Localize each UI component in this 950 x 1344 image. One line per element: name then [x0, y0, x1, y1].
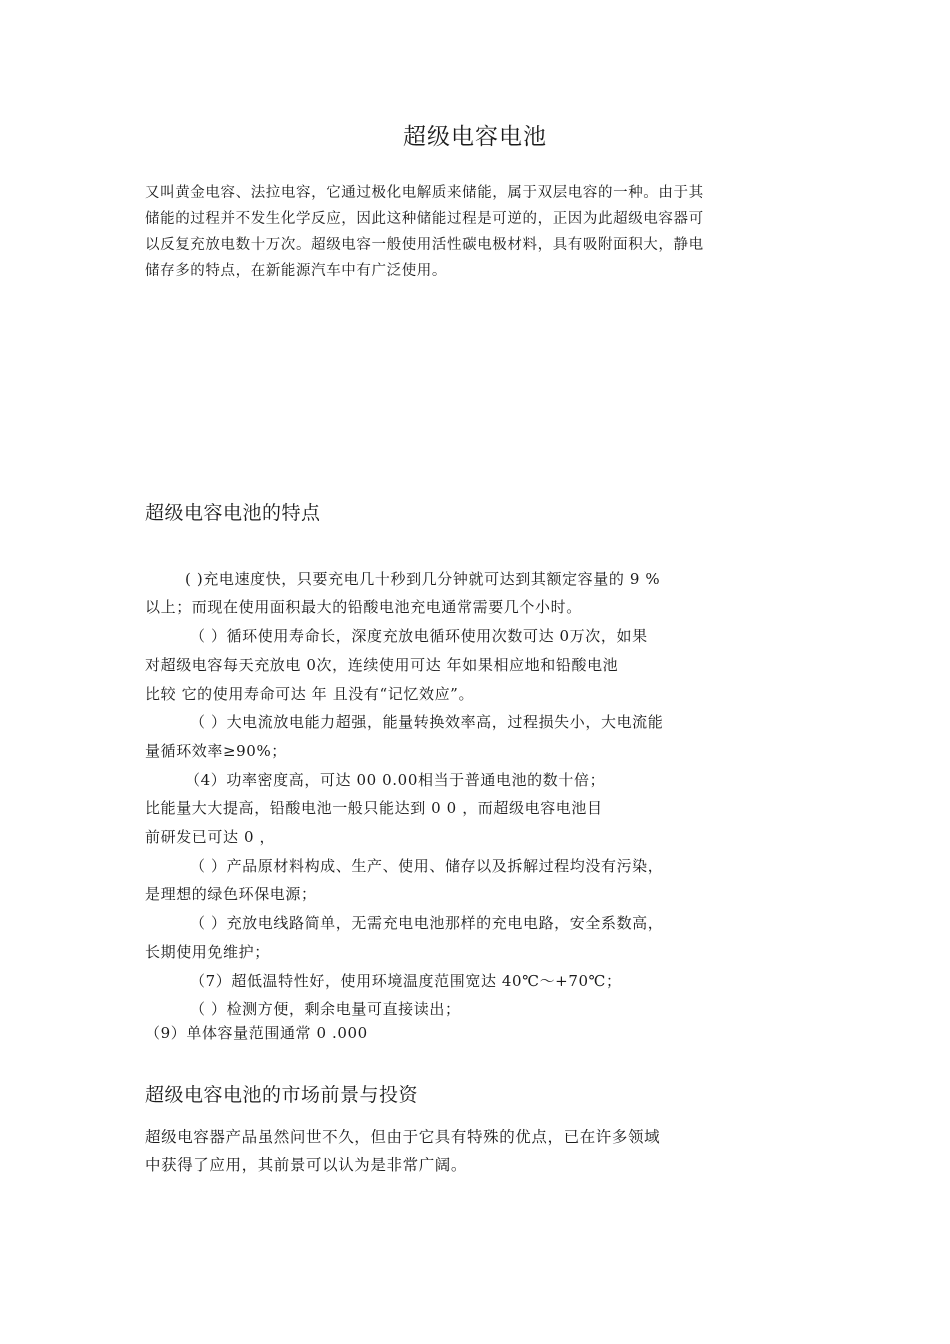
intro-line: 储能的过程并不发生化学反应，因此这种储能过程是可逆的，正因为此超级电容器可 — [145, 211, 704, 227]
intro-line: 又叫黄金电容、法拉电容，它通过极化电解质来储能，属于双层电容的一种。由于其 — [145, 185, 704, 201]
market-line: 超级电容器产品虽然问世不久，但由于它具有特殊的优点，已在许多领域 — [145, 1128, 661, 1146]
feature-line: （ ）产品原材料构成、生产、使用、储存以及拆解过程均没有污染， — [190, 857, 664, 875]
intro-line: 以反复充放电数十万次。超级电容一般使用活性碳电极材料，具有吸附面积大，静电 — [145, 237, 704, 253]
market-line: 中获得了应用，其前景可以认为是非常广阔。 — [145, 1156, 468, 1174]
document-title: 超级电容电池 — [403, 124, 547, 150]
feature-line: （ ）检测方便，剩余电量可直接读出； — [190, 1000, 461, 1018]
feature-line: （7）超低温特性好，使用环境温度范围宽达 40℃～+70℃； — [190, 972, 622, 990]
feature-line: （ ）充放电线路简单，无需充电电池那样的充电电路，安全系数高， — [190, 914, 664, 932]
feature-line: 对超级电容每天充放电 0次，连续使用可达 年如果相应地和铅酸电池 — [145, 656, 619, 674]
feature-line: 前研发已可达 0 ， — [145, 828, 276, 846]
feature-line: （4）功率密度高，可达 00 0.00相当于普通电池的数十倍； — [185, 771, 606, 789]
feature-line: ( )充电速度快，只要充电几十秒到几分钟就可达到其额定容量的 9 % — [185, 570, 661, 588]
intro-line: 储存多的特点，在新能源汽车中有广泛使用。 — [145, 263, 447, 279]
feature-line: 以上；而现在使用面积最大的铅酸电池充电通常需要几个小时。 — [145, 598, 582, 616]
feature-line: 是理想的绿色环保电源； — [145, 885, 317, 903]
market-paragraph — [145, 1123, 807, 1179]
feature-line: 比能量大大提高，铅酸电池一般只能达到 0 0 ，而超级电容电池目 — [145, 799, 603, 817]
feature-line: （ ）大电流放电能力超强，能量转换效率高，过程损失小，大电流能 — [190, 713, 664, 731]
intro-paragraph — [145, 180, 807, 284]
feature-line: 量循环效率≥90%； — [145, 742, 287, 760]
feature-line: 比较 它的使用寿命可达 年 且没有“记忆效应”。 — [145, 685, 475, 703]
section-heading-features: 超级电容电池的特点 — [145, 502, 321, 524]
section-heading-market: 超级电容电池的市场前景与投资 — [145, 1084, 419, 1106]
feature-line: （9）单体容量范围通常 0 .000 — [145, 1024, 368, 1042]
feature-line: （ ）循环使用寿命长，深度充放电循环使用次数可达 0万次，如果 — [190, 627, 648, 645]
feature-line: 长期使用免维护； — [145, 943, 270, 961]
